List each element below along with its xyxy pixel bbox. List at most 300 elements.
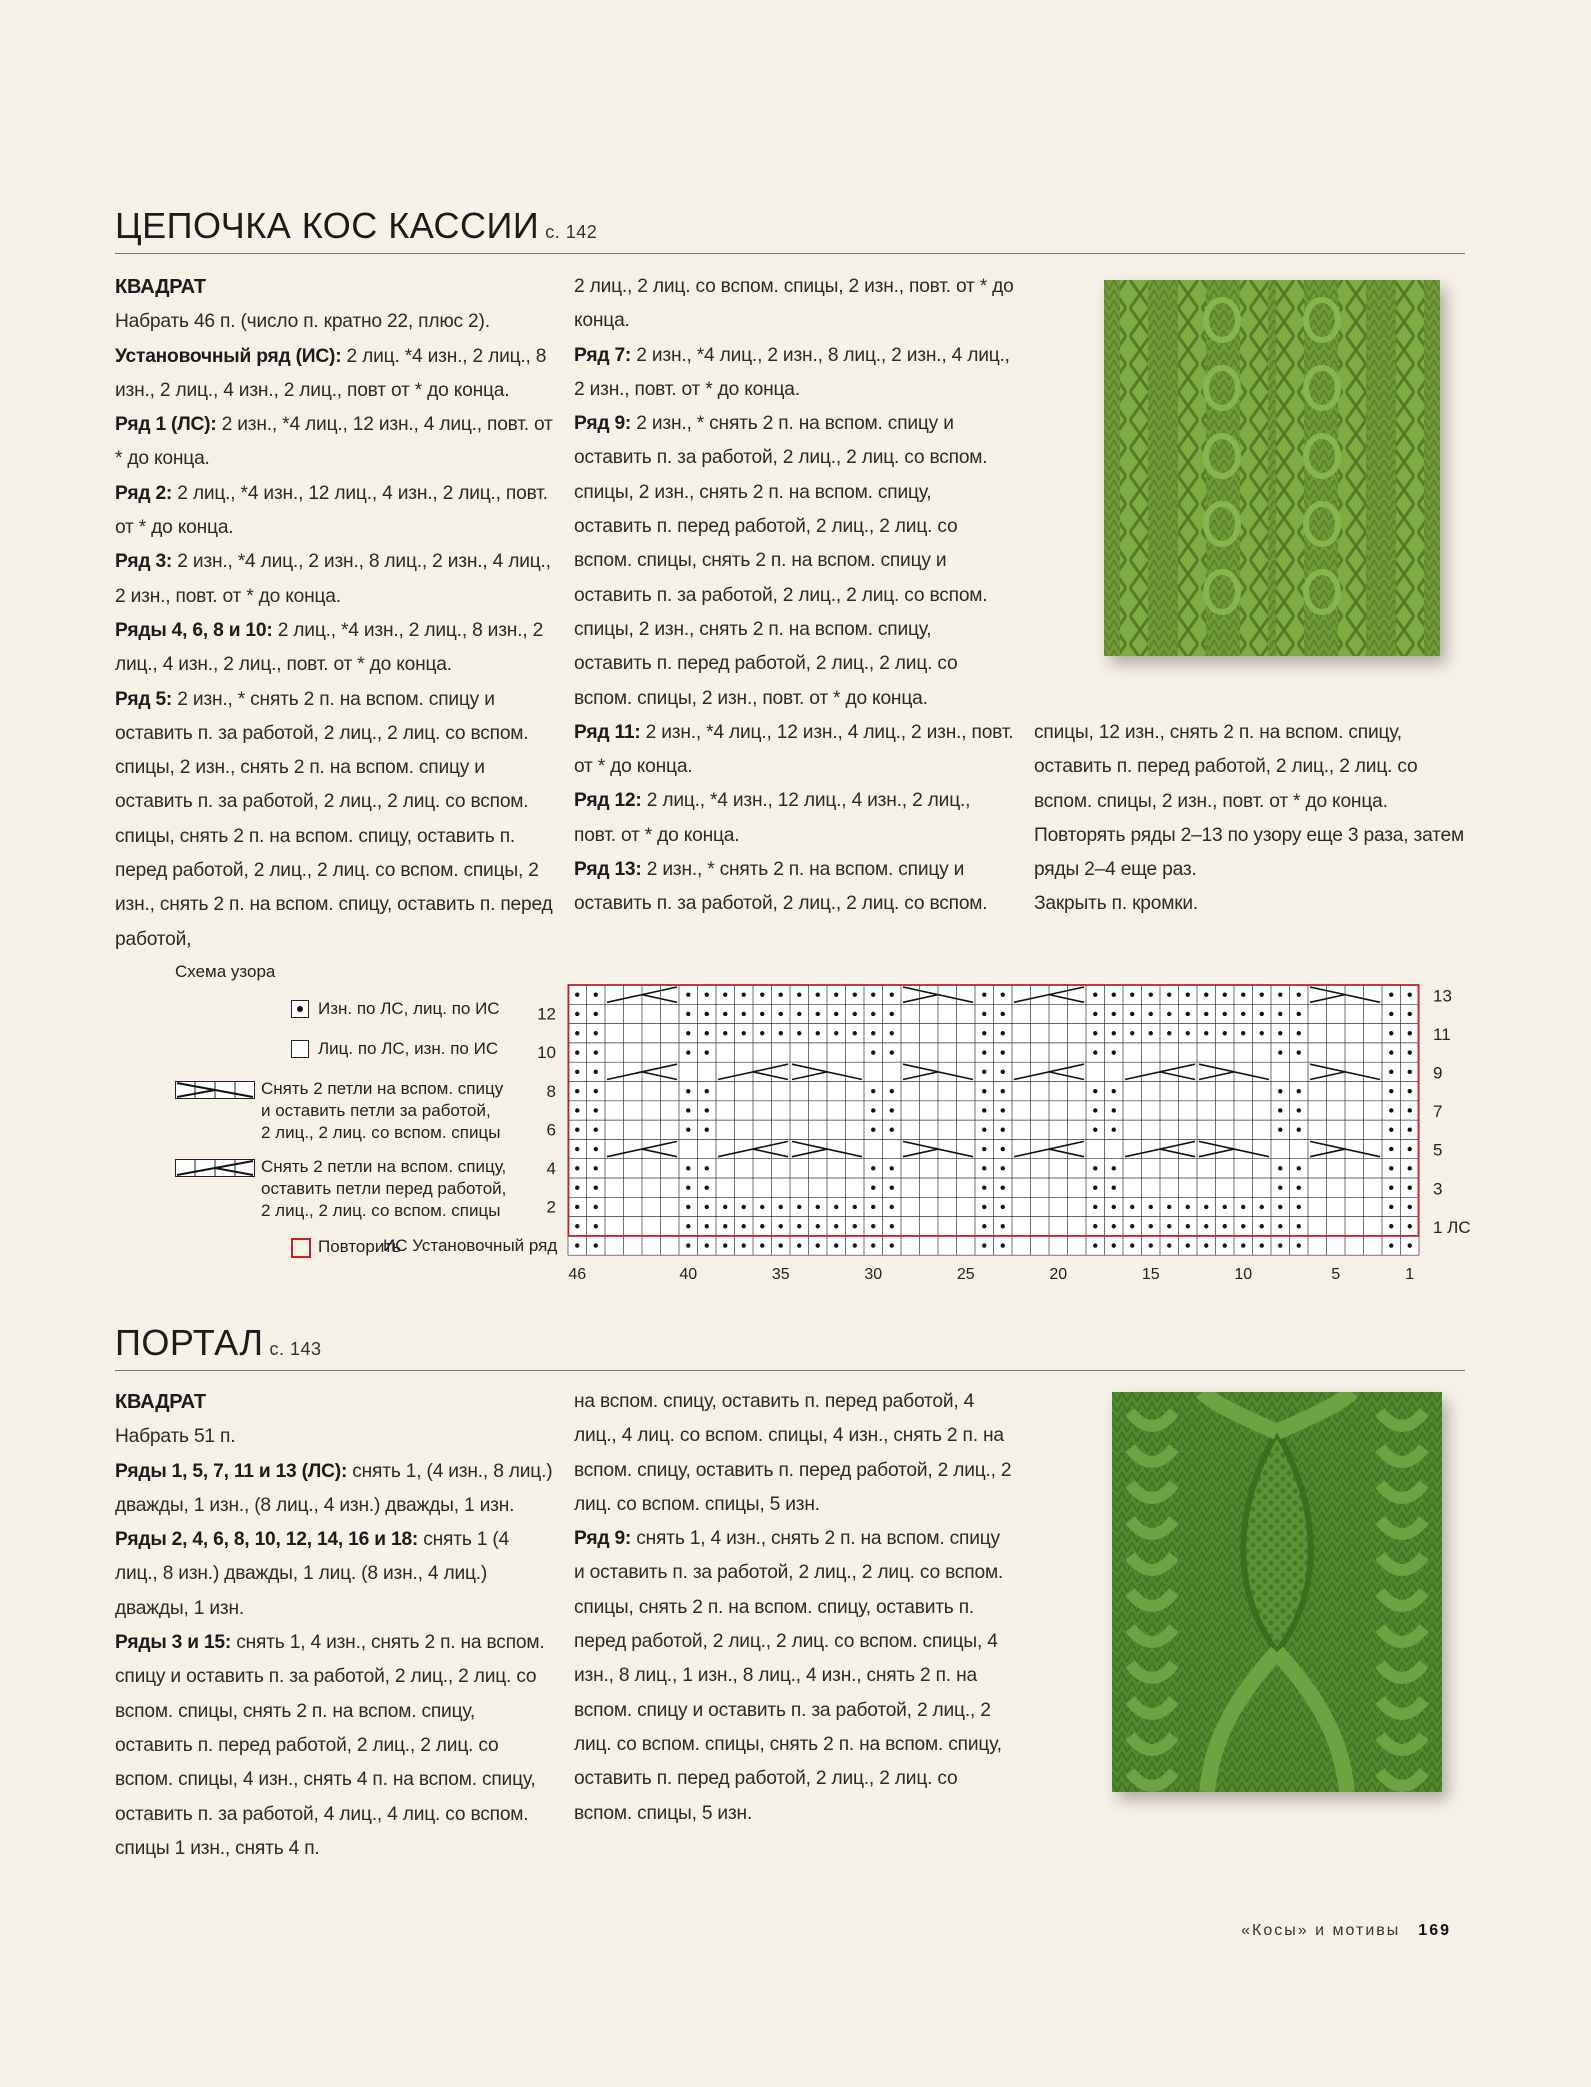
purl-dot	[575, 1031, 579, 1035]
purl-dot	[1204, 992, 1208, 996]
legend-label: Снять 2 петли на вспом. спицу и оставить петли за работой, 2 лиц., 2 лиц. со вспом. спицы	[261, 1079, 504, 1142]
purl-dot	[890, 1089, 894, 1093]
purl-dot	[779, 1031, 783, 1035]
purl-dot	[890, 1128, 894, 1132]
purl-dot	[853, 1205, 857, 1209]
purl-dot	[1186, 1224, 1190, 1228]
purl-dot	[1297, 1050, 1301, 1054]
purl-dot	[594, 1147, 598, 1151]
purl-dot	[1186, 992, 1190, 996]
legend-label: Лиц. по ЛС, изн. по ИС	[318, 1039, 499, 1058]
purl-dot	[890, 992, 894, 996]
purl-dot	[686, 1224, 690, 1228]
purl-dot	[1001, 1012, 1005, 1016]
purl-dot	[723, 1012, 727, 1016]
row-instruction-text: 2 изн., * снять 2 п. на вспом. спицу и оставить п. за работой, 2 лиц., 2 лиц. со вспом. спицы, 2 изн., снять 2 п. на вспом. спицу, оставить п. перед работой, 2 лиц., 2 лиц. со вспом. спицы, снять 2 п. на вспом. спицу и оставить п. за работой, 2 лиц., 2 лиц. со вспом. спицы, 2 изн., снять 2 п. на вспом. спицу, оставить п. перед работой, 2 лиц., 2 лиц. со вспом. спицы, 2 изн., повт. от * до конца.	[574, 413, 988, 709]
purl-dot	[1167, 992, 1171, 996]
purl-dot	[1093, 1050, 1097, 1054]
purl-dot	[1297, 1012, 1301, 1016]
purl-dot	[575, 1108, 579, 1112]
purl-dot	[1389, 1147, 1393, 1151]
purl-dot	[575, 1012, 579, 1016]
purl-dot	[1001, 1185, 1005, 1189]
purl-dot	[982, 1108, 986, 1112]
purl-dot	[1204, 1012, 1208, 1016]
purl-dot	[594, 1205, 598, 1209]
purl-dot	[797, 1243, 801, 1247]
purl-dot	[890, 1031, 894, 1035]
row-label: Ряд 7:	[574, 344, 632, 366]
legend-label: Повторить	[318, 1237, 401, 1256]
purl-dot	[853, 1031, 857, 1035]
purl-dot	[1093, 1224, 1097, 1228]
purl-dot	[871, 1224, 875, 1228]
purl-dot	[705, 1108, 709, 1112]
purl-dot	[1149, 992, 1153, 996]
purl-dot	[1408, 1050, 1412, 1054]
purl-dot	[705, 1224, 709, 1228]
purl-dot	[1260, 1031, 1264, 1035]
row-instruction-text: 2 лиц., *4 изн., 12 лиц., 4 изн., 2 лиц., повт. от * до конца.	[574, 790, 971, 846]
purl-dot	[686, 1031, 690, 1035]
instructions-column-2	[574, 1385, 1014, 1831]
purl-dot	[1167, 1224, 1171, 1228]
purl-dot	[797, 1224, 801, 1228]
purl-dot	[1278, 1243, 1282, 1247]
purl-dot	[1389, 1243, 1393, 1247]
purl-dot	[1001, 1147, 1005, 1151]
purl-dot	[686, 1108, 690, 1112]
purl-dot	[1297, 992, 1301, 996]
row-label-left: 8	[546, 1081, 556, 1101]
purl-dot	[982, 1166, 986, 1170]
purl-dot	[1278, 1012, 1282, 1016]
purl-dot	[1001, 1070, 1005, 1074]
purl-dot	[1408, 1185, 1412, 1189]
purl-dot	[1278, 1050, 1282, 1054]
purl-dot	[1149, 1205, 1153, 1209]
purl-dot	[1149, 1012, 1153, 1016]
purl-dot	[1167, 1205, 1171, 1209]
purl-dot	[575, 992, 579, 996]
purl-dot	[1260, 1243, 1264, 1247]
purl-dot	[890, 1224, 894, 1228]
purl-dot	[1389, 1128, 1393, 1132]
purl-dot	[1241, 992, 1245, 996]
stitch-tick-label: 15	[1141, 1266, 1160, 1284]
row-instruction-text: спицы, 12 изн., снять 2 п. на вспом. спицу, оставить п. перед работой, 2 лиц., 2 лиц. со вспом. спицы, 2 изн., повт. от * до конца.	[1034, 722, 1418, 812]
purl-dot	[723, 992, 727, 996]
row-instruction-text: на вспом. спицу, оставить п. перед работой, 4 лиц., 4 лиц. со вспом. спицы, 4 изн., снять 2 п. на вспом. спицу, оставить п. перед работой, 2 лиц., 2 лиц. со вспом. спицы, 5 изн.	[574, 1391, 1012, 1515]
row-instruction-text: 2 лиц. *4 изн., 2 лиц., 8 изн., 2 лиц., 4 изн., 2 лиц., повт от * до конца.	[115, 345, 547, 401]
purl-dot	[1278, 1185, 1282, 1189]
purl-dot	[871, 1012, 875, 1016]
purl-dot	[1297, 1185, 1301, 1189]
purl-dot	[779, 1243, 783, 1247]
purl-dot	[705, 1243, 709, 1247]
purl-dot	[1186, 1031, 1190, 1035]
purl-dot	[742, 1224, 746, 1228]
purl-dot	[1112, 992, 1116, 996]
row-instruction-text: 2 изн., *4 лиц., 2 изн., 8 лиц., 2 изн., 4 лиц., 2 изн., повт. от * до конца.	[574, 344, 1010, 400]
purl-dot	[705, 1205, 709, 1209]
row-instruction-text: снять 1, 4 изн., снять 2 п. на вспом. спицу и оставить п. за работой, 2 лиц., 2 лиц. со вспом. спицы, снять 2 п. на вспом. спицу, оставить п. перед работой, 2 лиц., 2 лиц. со вспом. спицы, 4 изн., снять 4 п. на вспом. спицу, оставить п. за работой, 4 лиц., 4 лиц. со вспом. спицы 1 изн., снять 4 п.	[115, 1632, 545, 1859]
purl-dot	[760, 1012, 764, 1016]
purl-dot	[982, 1128, 986, 1132]
purl-dot	[1186, 1205, 1190, 1209]
purl-dot	[1389, 1166, 1393, 1170]
purl-dot	[871, 1243, 875, 1247]
purl-dot	[1130, 1012, 1134, 1016]
purl-dot	[705, 1185, 709, 1189]
purl-dot	[1389, 1031, 1393, 1035]
purl-dot	[686, 1185, 690, 1189]
row-instruction-text: 2 лиц., *4 изн., 2 лиц., 8 изн., 2 лиц., 4 изн., 2 лиц., повт. от * до конца.	[115, 619, 544, 676]
purl-dot	[890, 1243, 894, 1247]
purl-dot	[705, 1089, 709, 1093]
purl-dot	[816, 1224, 820, 1228]
purl-dot	[982, 992, 986, 996]
purl-dot	[1297, 1205, 1301, 1209]
row-label: Ряд 1 (ЛС):	[115, 414, 217, 436]
stitch-tick-label: 40	[679, 1266, 698, 1284]
purl-dot	[705, 1012, 709, 1016]
purl-dot	[1112, 1089, 1116, 1093]
instruction-paragraph	[115, 1420, 555, 1454]
row-instruction-text: 2 лиц., *4 изн., 12 лиц., 4 изн., 2 лиц., повт. от * до конца.	[115, 482, 548, 539]
purl-dot	[1093, 1031, 1097, 1035]
purl-dot	[1389, 1108, 1393, 1112]
row-instruction-text: 2 изн., * снять 2 п. на вспом. спицу и оставить п. за работой, 2 лиц., 2 лиц. со вспом.	[574, 859, 988, 915]
purl-dot	[1093, 1128, 1097, 1132]
purl-dot	[1389, 1185, 1393, 1189]
purl-dot	[779, 1224, 783, 1228]
purl-dot	[686, 1089, 690, 1093]
purl-dot	[575, 1147, 579, 1151]
purl-dot	[575, 1205, 579, 1209]
row-label: Ряд 9:	[574, 1528, 632, 1550]
row-label: Ряды 4, 6, 8 и 10:	[115, 619, 273, 641]
purl-dot	[1112, 1185, 1116, 1189]
purl-dot	[834, 1224, 838, 1228]
purl-dot	[1112, 1012, 1116, 1016]
purl-dot	[1130, 1224, 1134, 1228]
section-title-text: ЦЕПОЧКА КОС КАССИИ	[115, 205, 540, 246]
row-instruction-text: 2 изн., *4 лиц., 12 изн., 4 лиц., повт. от * до конца.	[115, 414, 553, 470]
row-instruction-text: 2 изн., *4 лиц., 2 изн., 8 лиц., 2 изн., 4 лиц., 2 изн., повт. от * до конца.	[115, 551, 551, 607]
purl-dot	[1001, 1243, 1005, 1247]
purl-dot	[594, 1224, 598, 1228]
purl-dot	[1149, 1243, 1153, 1247]
purl-dot	[982, 1185, 986, 1189]
purl-dot	[1297, 1128, 1301, 1132]
purl-dot	[1204, 1243, 1208, 1247]
purl-dot	[1408, 1166, 1412, 1170]
purl-dot	[686, 1050, 690, 1054]
purl-dot	[890, 1185, 894, 1189]
purl-dot	[890, 1108, 894, 1112]
purl-dot	[1389, 1070, 1393, 1074]
purl-dot	[779, 1205, 783, 1209]
purl-dot	[871, 1108, 875, 1112]
row-label: Ряд 3:	[115, 551, 173, 573]
row-label-right: 13	[1433, 986, 1452, 1006]
row-instruction-text: 2 изн., * снять 2 п. на вспом. спицу и оставить п. за работой, 2 лиц., 2 лиц. со вспом. спицы, 2 изн., снять 2 п. на вспом. спицу и оставить п. за работой, 2 лиц., 2 лиц. со вспом. спицы, снять 2 п. на вспом. спицу, оставить п. перед работой, 2 лиц., 2 лиц. со вспом. спицы, 2 изн., снять 2 п. на вспом. спицу, оставить п. перед работой,	[115, 688, 553, 950]
purl-dot	[1204, 1205, 1208, 1209]
stitch-tick-label: 20	[1049, 1266, 1068, 1284]
row-label-right: 11	[1433, 1024, 1451, 1044]
row-label: Ряд 9:	[574, 413, 632, 435]
purl-dot	[760, 1031, 764, 1035]
purl-dot	[1241, 1012, 1245, 1016]
purl-dot	[1112, 1224, 1116, 1228]
instructions-column-1	[115, 1385, 555, 1866]
stitch-tick-label: 10	[1234, 1266, 1253, 1284]
stitch-tick-label: 35	[771, 1266, 790, 1284]
instruction-paragraph	[574, 1522, 1014, 1831]
purl-dot	[705, 1166, 709, 1170]
purl-dot	[1408, 1224, 1412, 1228]
purl-dot	[594, 1031, 598, 1035]
purl-dot	[686, 1128, 690, 1132]
purl-dot	[575, 1243, 579, 1247]
purl-dot	[742, 1031, 746, 1035]
purl-dot	[779, 992, 783, 996]
purl-dot	[1001, 1166, 1005, 1170]
purl-dot	[1112, 1128, 1116, 1132]
purl-dot	[1112, 1243, 1116, 1247]
setup-row-label: ИС Установочный ряд	[383, 1236, 558, 1255]
purl-dot	[853, 1012, 857, 1016]
purl-dot	[594, 1089, 598, 1093]
purl-dot	[834, 1031, 838, 1035]
purl-dot	[1408, 1070, 1412, 1074]
row-label: Ряд 13:	[574, 859, 642, 881]
purl-dot	[1223, 992, 1227, 996]
purl-dot	[1297, 1089, 1301, 1093]
purl-dot	[1112, 1031, 1116, 1035]
purl-dot	[742, 1012, 746, 1016]
purl-dot	[760, 1205, 764, 1209]
purl-dot	[723, 1224, 727, 1228]
purl-dot	[575, 1166, 579, 1170]
row-instruction-text: снять 1, 4 изн., снять 2 п. на вспом. спицу и оставить п. за работой, 2 лиц., 2 лиц. со вспом. спицы, снять 2 п. на вспом. спицу, оставить п. перед работой, 2 лиц., 2 лиц. со вспом. спицы, 4 изн., 8 лиц., 1 изн., 8 лиц., 4 изн., снять 2 п. на вспом. спицу и оставить п. за работой, 2 лиц., 2 лиц. со вспом. спицы, снять 2 п. на вспом. спицу, оставить п. перед работой, 2 лиц., 2 лиц. со вспом. спицы, 5 изн.	[574, 1528, 1004, 1824]
purl-dot	[1001, 1031, 1005, 1035]
purl-dot	[834, 1205, 838, 1209]
purl-dot	[705, 992, 709, 996]
row-instruction-text: Набрать 46 п. (число п. кратно 22, плюс 2).	[115, 311, 490, 333]
purl-dot	[1408, 1243, 1412, 1247]
row-instruction-text: Повторять ряды 2–13 по узору еще 3 раза, затем ряды 2–4 еще раз.	[1034, 824, 1465, 881]
purl-dot	[1130, 1205, 1134, 1209]
purl-dot	[834, 1012, 838, 1016]
stitch-tick-label: 30	[864, 1266, 883, 1284]
page-footer	[1241, 1922, 1451, 1940]
row-instruction-text: снять 1 (4 лиц., 8 изн.) дважды, 1 лиц. (8 изн., 4 лиц.) дважды, 1 изн.	[115, 1529, 510, 1619]
row-instruction-text: снять 1, (4 изн., 8 лиц.) дважды, 1 изн., (8 лиц., 4 изн.) дважды, 1 изн.	[115, 1460, 553, 1516]
instruction-paragraph	[115, 1523, 555, 1626]
purl-dot	[1278, 1108, 1282, 1112]
purl-dot	[1130, 1031, 1134, 1035]
purl-dot	[1167, 1243, 1171, 1247]
purl-dot	[760, 1243, 764, 1247]
purl-dot	[1408, 1128, 1412, 1132]
purl-dot	[871, 1185, 875, 1189]
row-label: Ряд 2:	[115, 482, 173, 504]
purl-dot	[1093, 1205, 1097, 1209]
purl-dot	[594, 1185, 598, 1189]
purl-dot	[1204, 1031, 1208, 1035]
purl-dot	[742, 1243, 746, 1247]
purl-dot	[723, 1243, 727, 1247]
legend-title: Схема узора	[175, 962, 276, 981]
row-label: Ряды 3 и 15:	[115, 1632, 232, 1654]
row-instruction-text: Набрать 51 п.	[115, 1426, 236, 1448]
purl-dot	[575, 1224, 579, 1228]
purl-dot	[1001, 992, 1005, 996]
purl-dot	[853, 992, 857, 996]
row-label-left: 2	[546, 1197, 556, 1217]
purl-dot	[594, 1108, 598, 1112]
purl-dot	[742, 992, 746, 996]
stitch-tick-label: 1	[1405, 1266, 1415, 1284]
purl-dot	[1001, 1224, 1005, 1228]
purl-dot	[1389, 1224, 1393, 1228]
section-title-portal	[115, 1322, 322, 1364]
legend-label: Изн. по ЛС, лиц. по ИС	[318, 999, 500, 1018]
legend-label: Снять 2 петли на вспом. спицу, оставить петли перед работой, 2 лиц., 2 лиц. со вспом. спицы	[261, 1157, 507, 1220]
purl-dot	[1093, 1012, 1097, 1016]
row-label: Ряд 12:	[574, 790, 642, 812]
purl-dot	[1278, 1205, 1282, 1209]
purl-dot	[575, 1089, 579, 1093]
purl-dot	[890, 1205, 894, 1209]
purl-dot	[1186, 1012, 1190, 1016]
purl-dot	[742, 1205, 746, 1209]
purl-dot	[834, 992, 838, 996]
purl-dot	[1223, 1205, 1227, 1209]
block-heading: КВАДРАТ	[115, 276, 206, 298]
purl-dot	[594, 1012, 598, 1016]
row-label: Ряды 2, 4, 6, 8, 10, 12, 14, 16 и 18:	[115, 1529, 419, 1551]
purl-dot	[1278, 1128, 1282, 1132]
purl-dot	[575, 1050, 579, 1054]
section-title-text: ПОРТАЛ	[115, 1322, 264, 1363]
purl-dot	[705, 1128, 709, 1132]
purl-dot	[1223, 1012, 1227, 1016]
purl-dot	[982, 1147, 986, 1151]
purl-dot	[594, 1128, 598, 1132]
row-label-left: 6	[546, 1120, 556, 1140]
purl-dot	[1408, 1031, 1412, 1035]
purl-dot	[1001, 1128, 1005, 1132]
purl-dot	[1130, 1243, 1134, 1247]
page-reference: с. 142	[545, 222, 598, 242]
purl-dot	[982, 1070, 986, 1074]
purl-dot	[723, 1205, 727, 1209]
row-label-right: 3	[1433, 1179, 1443, 1199]
purl-dot	[1093, 1243, 1097, 1247]
purl-dot	[594, 1070, 598, 1074]
purl-dot	[705, 1031, 709, 1035]
stitch-tick-label: 5	[1331, 1266, 1341, 1284]
purl-dot	[1167, 1031, 1171, 1035]
purl-dot	[1241, 1205, 1245, 1209]
purl-dot	[575, 1185, 579, 1189]
purl-dot	[816, 1205, 820, 1209]
purl-dot	[1241, 1224, 1245, 1228]
instruction-paragraph	[115, 1626, 555, 1866]
purl-dot	[1223, 1243, 1227, 1247]
purl-dot	[816, 1031, 820, 1035]
purl-dot	[1241, 1243, 1245, 1247]
row-label-right: 7	[1433, 1102, 1443, 1122]
purl-dot	[871, 1050, 875, 1054]
purl-dot	[1389, 1205, 1393, 1209]
purl-dot	[686, 1166, 690, 1170]
purl-dot	[1001, 1205, 1005, 1209]
purl-dot	[1167, 1012, 1171, 1016]
purl-dot	[1001, 1050, 1005, 1054]
purl-dot	[1223, 1031, 1227, 1035]
purl-dot	[853, 1224, 857, 1228]
purl-dot	[797, 992, 801, 996]
row-instruction-text: 2 лиц., 2 лиц. со вспом. спицы, 2 изн., повт. от * до конца.	[574, 276, 1014, 332]
purl-dot	[871, 1205, 875, 1209]
purl-dot	[1241, 1031, 1245, 1035]
purl-dot	[1260, 1012, 1264, 1016]
row-label-left: 10	[537, 1043, 556, 1063]
knitted-swatch-photo-portal	[1112, 1392, 1442, 1792]
row-label-right: 5	[1433, 1140, 1443, 1160]
purl-dot	[1408, 1108, 1412, 1112]
purl-dot	[890, 1050, 894, 1054]
purl-dot	[1112, 1205, 1116, 1209]
purl-dot	[594, 1166, 598, 1170]
purl-dot	[1112, 1108, 1116, 1112]
purl-dot	[982, 1031, 986, 1035]
instruction-paragraph	[574, 1385, 1014, 1522]
purl-dot	[1112, 1166, 1116, 1170]
purl-dot	[1297, 1243, 1301, 1247]
purl-dot	[575, 1070, 579, 1074]
purl-dot	[1130, 992, 1134, 996]
chapter-title: «Косы» и мотивы	[1241, 1922, 1401, 1939]
purl-dot	[1297, 1166, 1301, 1170]
purl-dot	[1408, 1012, 1412, 1016]
purl-dot	[1278, 1031, 1282, 1035]
purl-dot	[797, 1012, 801, 1016]
purl-dot	[760, 1224, 764, 1228]
page-reference: с. 143	[269, 1339, 322, 1359]
block-heading: КВАДРАТ	[115, 1391, 206, 1413]
purl-dot	[1278, 992, 1282, 996]
purl-dot	[1093, 1108, 1097, 1112]
stitch-tick-label: 25	[956, 1266, 975, 1284]
purl-dot	[1093, 1089, 1097, 1093]
purl-dot	[1408, 1089, 1412, 1093]
page-number: 169	[1418, 1922, 1451, 1939]
row-label-left: 12	[537, 1004, 556, 1024]
purl-dot	[686, 1243, 690, 1247]
purl-dot	[890, 1012, 894, 1016]
row-label: Ряды 1, 5, 7, 11 и 13 (ЛС):	[115, 1460, 348, 1482]
purl-dot	[1093, 1166, 1097, 1170]
purl-dot	[1408, 1205, 1412, 1209]
purl-dot	[890, 1166, 894, 1170]
purl-dot	[594, 1050, 598, 1054]
purl-dot	[816, 1012, 820, 1016]
